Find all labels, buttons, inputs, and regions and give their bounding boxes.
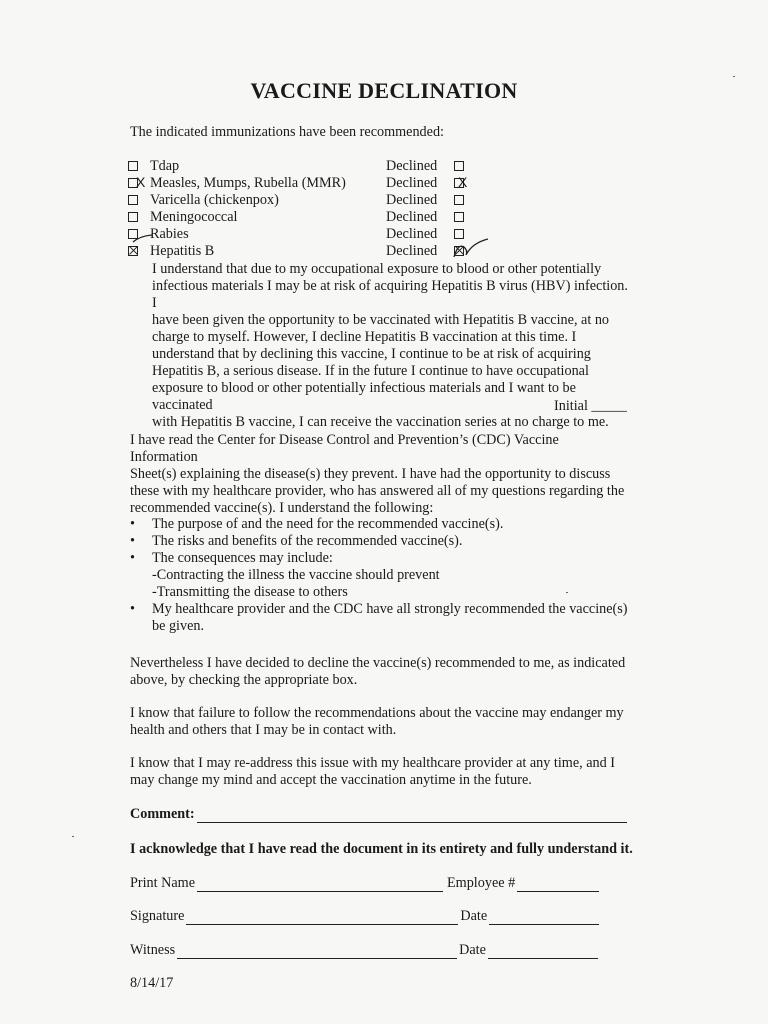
handwritten-x-mark: X: [458, 174, 468, 190]
signature-date-field[interactable]: [489, 911, 599, 925]
intro-text: The indicated immunizations have been recommended:: [130, 124, 444, 140]
recommended-checkbox-varicella[interactable]: [128, 195, 138, 205]
paragraph-line: I know that failure to follow the recommendations about the vaccine may endanger my: [130, 705, 624, 721]
statement-line: Hepatitis B, a serious disease. If in the future I continue to have occupational: [152, 363, 589, 379]
statement-line: understand that by declining this vaccine, I continue to be at risk of acquiring: [152, 346, 591, 362]
vaccine-row-tdap: [128, 158, 488, 175]
list-item: -Transmitting the disease to others: [152, 584, 348, 600]
employee-number-field[interactable]: [517, 878, 599, 892]
witness-row: [130, 942, 598, 959]
list-item: be given.: [152, 618, 205, 634]
statement-line: I understand that due to my occupational exposure to blood or other potentially: [152, 261, 602, 277]
employee-number-label: Employee #: [447, 875, 516, 891]
declined-label: Declined: [386, 192, 438, 208]
list-item: • The risks and benefits of the recommended vaccine(s).: [130, 533, 630, 550]
signature-row: [130, 908, 599, 925]
comment-row: [130, 806, 636, 823]
declined-label: Declined: [386, 158, 438, 174]
declined-label: Declined: [386, 209, 438, 225]
comment-label: Comment:: [130, 806, 195, 822]
initial-field[interactable]: Initial _____: [554, 398, 627, 414]
witness-date-label: Date: [459, 942, 486, 958]
vaccine-name: Tdap: [150, 158, 180, 174]
vaccine-row-hepatitis-b: [128, 243, 488, 260]
form-title: VACCINE DECLINATION: [250, 78, 518, 103]
declined-checkbox-meningococcal[interactable]: [454, 212, 464, 222]
paragraph-line: recommended vaccine(s). I understand the following:: [130, 500, 434, 516]
revision-date: 8/14/17: [130, 975, 174, 991]
vaccine-row-meningococcal: [128, 209, 488, 226]
comment-field[interactable]: [197, 809, 627, 823]
vaccine-name: Varicella (chickenpox): [150, 192, 279, 208]
vaccine-row-rabies: [128, 226, 488, 243]
nevertheless-paragraph: [130, 655, 630, 689]
paragraph-line: Sheet(s) explaining the disease(s) they prevent. I have had the opportunity to discuss: [130, 466, 611, 482]
vaccine-row-mmr: [128, 175, 488, 192]
cdc-paragraph: [130, 432, 630, 517]
paragraph-line: above, by checking the appropriate box.: [130, 672, 358, 688]
witness-date-field[interactable]: [488, 945, 598, 959]
handwritten-x-mark: X: [136, 174, 146, 190]
statement-line: have been given the opportunity to be vaccinated with Hepatitis B vaccine, at no: [152, 312, 610, 328]
recommended-checkbox-meningococcal[interactable]: [128, 212, 138, 222]
paragraph-line: these with my healthcare provider, who has answered all of my questions regarding the: [130, 483, 625, 499]
witness-field[interactable]: [177, 945, 457, 959]
print-name-field[interactable]: [197, 878, 443, 892]
scan-speck: [733, 76, 735, 77]
signature-label: Signature: [130, 908, 185, 924]
vaccine-row-varicella: [128, 192, 488, 209]
print-name-row: [130, 875, 599, 892]
scan-speck: [566, 592, 568, 593]
readdress-paragraph: [130, 755, 630, 789]
vaccine-name: Meningococcal: [150, 209, 238, 225]
vaccine-name: Measles, Mumps, Rubella (MMR): [150, 175, 346, 191]
declined-label: Declined: [386, 226, 438, 242]
failure-paragraph: [130, 705, 630, 739]
acknowledgement-statement: I acknowledge that I have read the document in its entirety and fully understand it.: [130, 841, 633, 857]
list-item: • The consequences may include:: [130, 550, 630, 567]
vaccine-name: Hepatitis B: [150, 243, 215, 259]
declined-label: Declined: [386, 243, 438, 259]
signature-field[interactable]: [186, 911, 458, 925]
vaccine-name: Rabies: [150, 226, 189, 242]
paragraph-line: may change my mind and accept the vaccination anytime in the future.: [130, 772, 532, 788]
paragraph-line: health and others that I may be in contact with.: [130, 722, 397, 738]
print-name-label: Print Name: [130, 875, 196, 891]
statement-line: with Hepatitis B vaccine, I can receive the vaccination series at no charge to me.: [152, 414, 609, 430]
handwritten-initial-mark: [452, 237, 492, 261]
understanding-list: [130, 516, 630, 635]
recommended-checkbox-tdap[interactable]: [128, 161, 138, 171]
vaccine-list: [128, 158, 488, 260]
scan-speck: [72, 836, 74, 837]
paragraph-line: Nevertheless I have decided to decline the vaccine(s) recommended to me, as indicated: [130, 655, 626, 671]
declined-label: Declined: [386, 175, 438, 191]
statement-line: exposure to blood or other potentially infectious materials and I want to be vaccinated: [152, 380, 576, 413]
list-item: • My healthcare provider and the CDC have all strongly recommended the vaccine(s): [130, 601, 630, 618]
paragraph-line: I have read the Center for Disease Control and Prevention’s (CDC) Vaccine Information: [130, 432, 559, 465]
declined-checkbox-varicella[interactable]: [454, 195, 464, 205]
paragraph-line: I know that I may re-address this issue with my healthcare provider at any time, and I: [130, 755, 615, 771]
recommended-checkbox-hepatitis-b[interactable]: [128, 246, 138, 256]
witness-label: Witness: [130, 942, 176, 958]
declined-checkbox-tdap[interactable]: [454, 161, 464, 171]
signature-date-label: Date: [460, 908, 488, 924]
statement-line: infectious materials I may be at risk of acquiring Hepatitis B virus (HBV) infection. I: [152, 278, 628, 311]
statement-line: charge to myself. However, I decline Hepatitis B vaccination at this time. I: [152, 329, 577, 345]
list-item: • The purpose of and the need for the recommended vaccine(s).: [130, 516, 630, 533]
list-item: -Contracting the illness the vaccine should prevent: [152, 567, 440, 583]
